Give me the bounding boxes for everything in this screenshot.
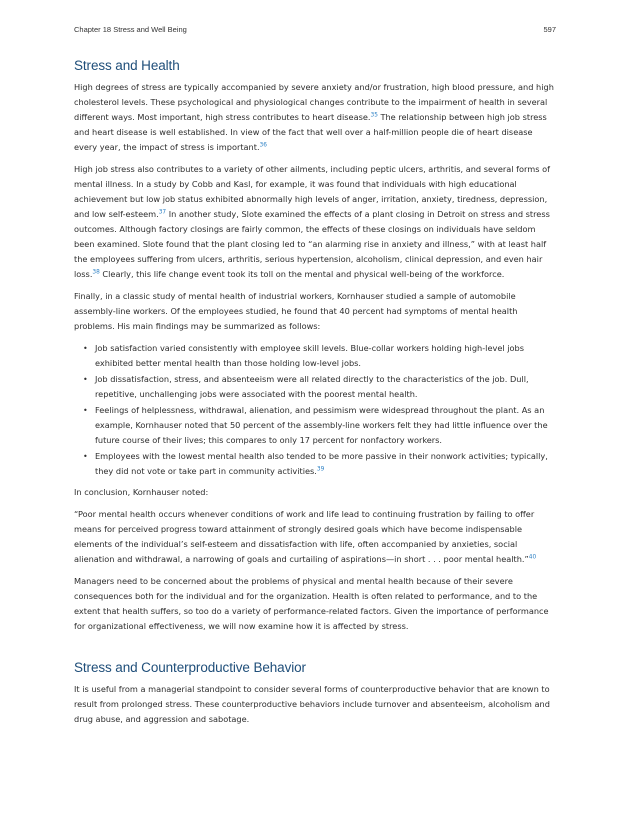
list-item [95,341,558,371]
chapter-title: Chapter 18 Stress and Well Being [74,25,187,34]
footnote-ref[interactable]: 39 [316,466,325,473]
main-content [74,58,558,734]
paragraph: Managers need to be concerned about the problems of physical and mental health because of their severe consequences both for the individual and for the organization. Health is often related to performance, and to the extent that health suffers, so too do a variety of performance-related factors. Given the importance of performance for organizational effectiveness, we will now examine how it is affected by stress. [74,576,549,631]
section-heading-stress-and-health: Stress and Health [74,58,180,73]
text-run: Clearly, this life change event took its toll on the mental and physical well-being of the workforce. [99,269,505,279]
footnote-ref[interactable]: 38 [92,269,100,276]
paragraph [74,80,558,155]
text-run: High job stress also contributes to a variety of other ailments, including peptic ulcers, arthritis, and several forms of mental illness. In a study by Cobb and Kasl, for example, it was found that individuals with high educational achievement but low job status exhibited abnormally high levels of anger, irritation, anxiety, tiredness, depression, and low self-esteem. [74,164,550,219]
block-quote [74,507,558,567]
findings-list [74,341,558,479]
paragraph: In conclusion, Kornhauser noted: [74,487,209,497]
footnote-ref[interactable]: 40 [528,554,537,561]
text-run: High degrees of stress are typically accompanied by severe anxiety and/or frustration, high blood pressure, and high cholesterol levels. These psychological and physiological changes contribute to the impairment of health in several different ways. Most important, high stress contributes to heart disease. [74,82,554,122]
footnote-ref[interactable]: 37 [158,209,167,216]
list-item-text: Employees with the lowest mental health also tended to be more passive in their nonwork activities; typically, they did not vote or take part in community activities. [95,451,548,476]
paragraph [74,162,558,282]
list-item [95,403,558,448]
list-item [95,449,558,479]
footnote-ref[interactable]: 35 [370,112,378,119]
footnote-ref[interactable]: 36 [259,142,267,149]
text-run: The relationship between high job stress and heart disease is well established. In view of the fact that well over a half-million people die of heart disease every year, the impact of stress is important. [74,112,547,152]
list-item-text: Job dissatisfaction, stress, and absenteeism were all related directly to the characteristics of the job. Dull, repetitive, unchallenging jobs were associated with the poorest mental health. [95,374,529,399]
list-item-text: Feelings of helplessness, withdrawal, alienation, and pessimism were widespread throughout the plant. As an example, Kornhauser noted that 50 percent of the assembly-line workers felt they had little influence over the future course of their lives; this compares to only 17 percent for nonfactory workers. [95,405,548,445]
paragraph: It is useful from a managerial standpoint to consider several forms of counterproductive behavior that are known to result from prolonged stress. These counterproductive behaviors include turnover and absenteeism, alcoholism and drug abuse, and aggression and sabotage. [74,684,550,724]
quote-text: “Poor mental health occurs whenever conditions of work and life lead to continuing frustration by failing to offer means for perceived progress toward attainment of strongly desired goals which have become indispensable elements of the individual’s self-esteem and dissatisfaction with life, often accompanied by anxieties, social alienation and withdrawal, a narrowing of goals and curtailing of aspirations—in short . . . poor mental health.” [74,509,535,564]
page-number: 597 [543,25,556,34]
section-heading-counterproductive-behavior: Stress and Counterproductive Behavior [74,660,306,675]
running-header [74,25,556,34]
list-item [95,372,558,402]
paragraph: Finally, in a classic study of mental health of industrial workers, Kornhauser studied a sample of automobile assembly-line workers. Of the employees studied, he found that 40 percent had symptoms of mental health problems. His main findings may be summarized as follows: [74,291,518,331]
list-item-text: Job satisfaction varied consistently with employee skill levels. Blue-collar workers holding high-level jobs exhibited better mental health than those holding low-level jobs. [95,343,524,368]
text-run: In another study, Slote examined the effects of a plant closing in Detroit on stress and stress outcomes. Although factory closings are fairly common, the effects of these closings on individuals have seldom been examined. Slote found that the plant closing led to “an alarming rise in anxiety and illness,” with at least half the employees suffering from ulcers, arthritis, serious hypertension, alcoholism, clinical depression, and even hair loss. [74,209,550,279]
